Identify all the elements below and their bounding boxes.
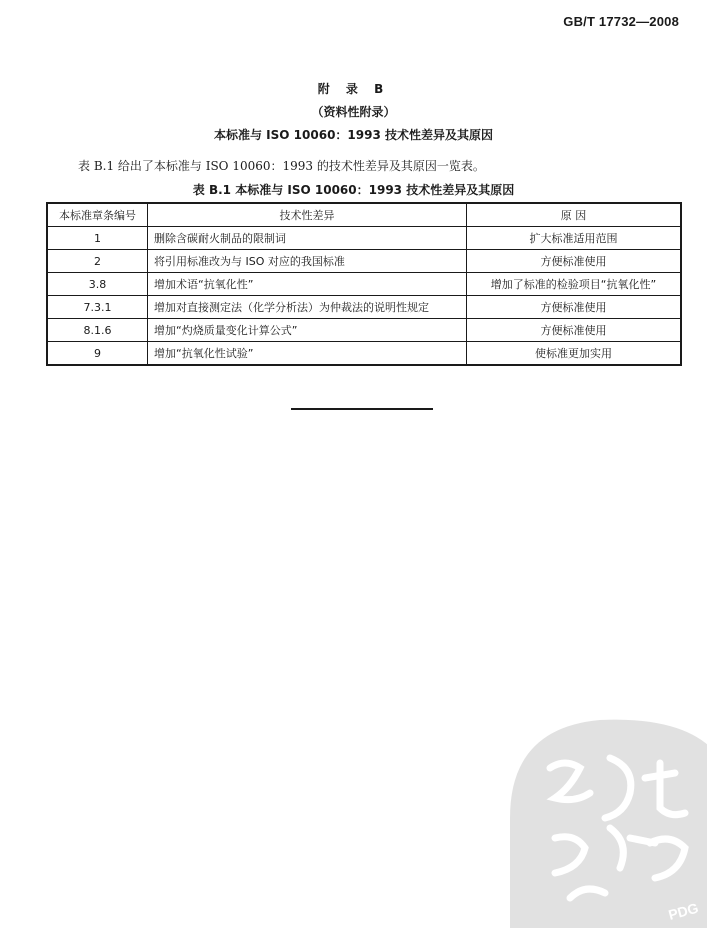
watermark-text: PDG <box>666 899 701 923</box>
intro-paragraph: 表 B.1 给出了本标准与 ISO 10060：1993 的技术性差异及其原因一览表。 <box>78 159 485 173</box>
table-row <box>47 250 681 273</box>
cell-reason: 方便标准使用 <box>467 250 682 273</box>
table-caption: 表 B.1 本标准与 ISO 10060：1993 技术性差异及其原因 <box>192 183 515 197</box>
cell-difference: 删除含碳耐火制品的限制词 <box>148 227 467 250</box>
appendix-subtitle: （资料性附录） <box>311 105 396 119</box>
watermark-stamp <box>470 698 707 928</box>
cell-difference: 增加“灼烧质量变化计算公式” <box>148 319 467 342</box>
cell-clause: 7.3.1 <box>47 296 148 319</box>
cell-clause: 8.1.6 <box>47 319 148 342</box>
header-clause: 本标准章条编号 <box>47 203 148 227</box>
standard-code: GB/T 17732—2008 <box>563 14 679 29</box>
cell-reason: 方便标准使用 <box>467 319 682 342</box>
cell-reason: 增加了标准的检验项目“抗氧化性” <box>467 273 682 296</box>
cell-difference: 增加对直接测定法（化学分析法）为仲裁法的说明性规定 <box>148 296 467 319</box>
cell-clause: 9 <box>47 342 148 366</box>
table-row <box>47 227 681 250</box>
cell-clause: 2 <box>47 250 148 273</box>
appendix-heading: 本标准与 ISO 10060：1993 技术性差异及其原因 <box>214 128 493 142</box>
table-row <box>47 319 681 342</box>
cell-clause: 1 <box>47 227 148 250</box>
appendix-title: 附 录 B <box>317 82 390 96</box>
cell-reason: 扩大标准适用范围 <box>467 227 682 250</box>
differences-table <box>46 202 682 366</box>
end-rule <box>291 408 433 410</box>
cell-difference: 增加术语“抗氧化性” <box>148 273 467 296</box>
cell-reason: 方便标准使用 <box>467 296 682 319</box>
table-row <box>47 273 681 296</box>
table-row <box>47 296 681 319</box>
cell-clause: 3.8 <box>47 273 148 296</box>
cell-reason: 使标准更加实用 <box>467 342 682 366</box>
header-reason: 原 因 <box>467 203 682 227</box>
table-header-row <box>47 203 681 227</box>
cell-difference: 增加“抗氧化性试验” <box>148 342 467 366</box>
table-row <box>47 342 681 366</box>
header-difference: 技术性差异 <box>148 203 467 227</box>
cell-difference: 将引用标准改为与 ISO 对应的我国标准 <box>148 250 467 273</box>
